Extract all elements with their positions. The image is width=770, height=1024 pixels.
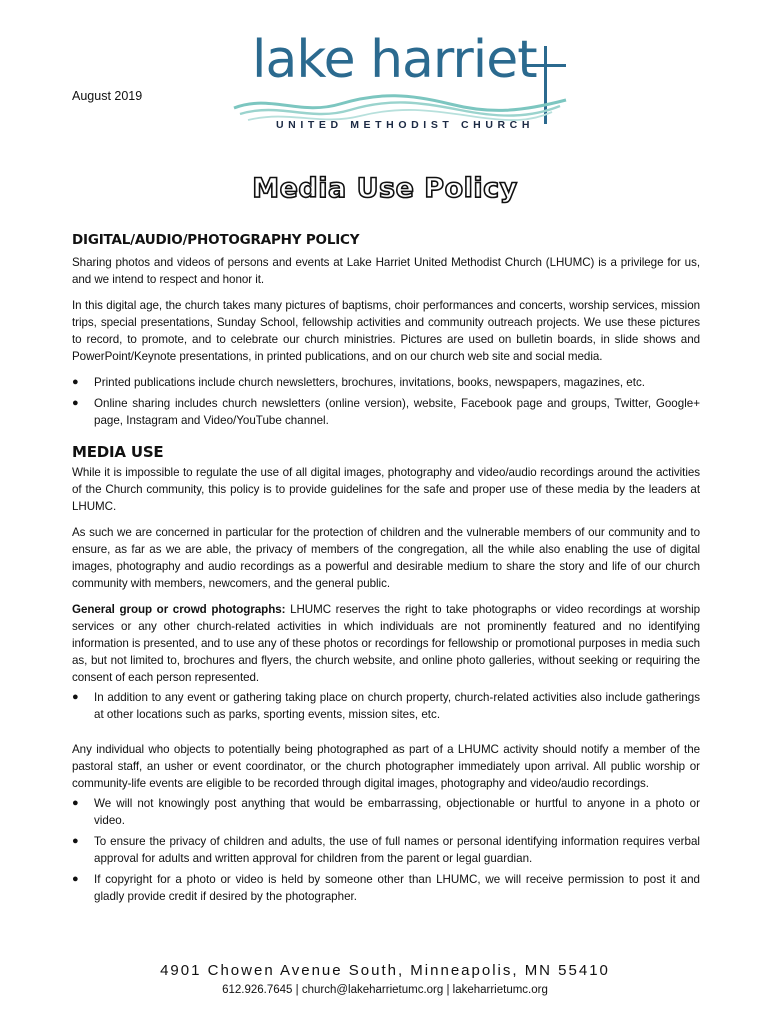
media-bullet-list-2 bbox=[72, 795, 700, 905]
policy-body bbox=[72, 232, 700, 913]
logo-subtitle: UNITED METHODIST CHURCH bbox=[276, 119, 535, 131]
footer-address: 4901 Chowen Avenue South, Minneapolis, MN 55410 bbox=[160, 962, 610, 979]
general-photos-label: General group or crowd photographs: bbox=[72, 603, 286, 616]
media-paragraph-4: Any individual who objects to potentially being photographed as part of a LHUMC activity should notify a member of the pastoral staff, an usher or event coordinator, or the church photographer immediately upon arrival. All public worship or community-life events are eligible to be recorded through digital images, photography and video/audio recordings. bbox=[72, 743, 700, 790]
list-item: ● To ensure the privacy of children and adults, the use of full names or personal identifying information requires verbal approval for adults and written approval for children from the parent or legal guardian. bbox=[72, 835, 700, 865]
bullet-icon: ● bbox=[72, 691, 79, 703]
bullet-icon: ● bbox=[72, 835, 79, 847]
list-item: ● Online sharing includes church newsletters (online version), website, Facebook page and groups, Twitter, Google+ page, Instagram and Video/YouTube channel. bbox=[72, 397, 700, 427]
media-paragraph-3: General group or crowd photographs: LHUMC reserves the right to take photographs or video recordings at worship services or any other church-related activities in which individuals are not prominently featured and no identifying information is presented, and to use any of these photos or recordings for fellowship or promotional purposes in media such as, but not limited to, brochures and flyers, the church website, and online photo galleries, without seeking or requiring the consent of each person represented. bbox=[72, 603, 700, 684]
list-item: ● We will not knowingly post anything that would be embarrassing, objectionable or hurtful to anyone in a photo or video. bbox=[72, 797, 700, 827]
page-title: Media Use Policy bbox=[252, 173, 518, 204]
bullet-icon: ● bbox=[72, 397, 79, 409]
media-paragraph-1: While it is impossible to regulate the use of all digital images, photography and video/audio recordings around the activities of the Church community, this policy is to provide guidelines for the safe and proper use of these media by the leaders at LHUMC. bbox=[72, 466, 700, 513]
church-logo bbox=[230, 30, 570, 134]
bullet-icon: ● bbox=[72, 376, 79, 388]
footer-contact: 612.926.7645 | church@lakeharrietumc.org | lakeharrietumc.org bbox=[222, 984, 548, 996]
list-item: ● If copyright for a photo or video is held by someone other than LHUMC, we will receive permission to post it and gladly provide credit if desired by the photographer. bbox=[72, 873, 700, 903]
document-date: August 2019 bbox=[72, 89, 143, 103]
list-item: ● Printed publications include church newsletters, brochures, invitations, books, newspapers, magazines, etc. bbox=[72, 376, 645, 389]
digital-paragraph-1: Sharing photos and videos of persons and events at Lake Harriet United Methodist Church (LHUMC) is a privilege for us, and we intend to respect and honor it. bbox=[72, 256, 700, 286]
section-heading-media: MEDIA USE bbox=[72, 443, 164, 461]
media-paragraph-2: As such we are concerned in particular for the protection of children and the vulnerable members of our community and to ensure, as far as we are able, the privacy of members of the congregation, all the while also enabling the use of digital images, photography and audio recordings as a powerful and desirable medium to share the story and life of our church community with members, newcomers, and the general public. bbox=[72, 526, 700, 590]
list-item: ● In addition to any event or gathering taking place on church property, church-related activities also include gatherings at other locations such as parks, sporting events, mission sites, etc. bbox=[72, 691, 700, 721]
bullet-icon: ● bbox=[72, 797, 79, 809]
bullet-icon: ● bbox=[72, 873, 79, 885]
media-bullet-list-1 bbox=[72, 689, 700, 723]
section-heading-digital: DIGITAL/AUDIO/PHOTOGRAPHY POLICY bbox=[72, 232, 360, 248]
logo-name: lake harriet bbox=[252, 30, 537, 90]
digital-paragraph-2: In this digital age, the church takes many pictures of baptisms, choir performances and concerts, worship services, mission trips, special presentations, Sunday School, fellowship activities and community outreach projects. We use these pictures to record, to promote, and to celebrate our church ministries. Pictures are used on bulletin boards, in slide shows and PowerPoint/Keynote presentations, in printed publications, and on our church web site and social media. bbox=[72, 299, 700, 363]
digital-bullet-list bbox=[72, 374, 700, 429]
